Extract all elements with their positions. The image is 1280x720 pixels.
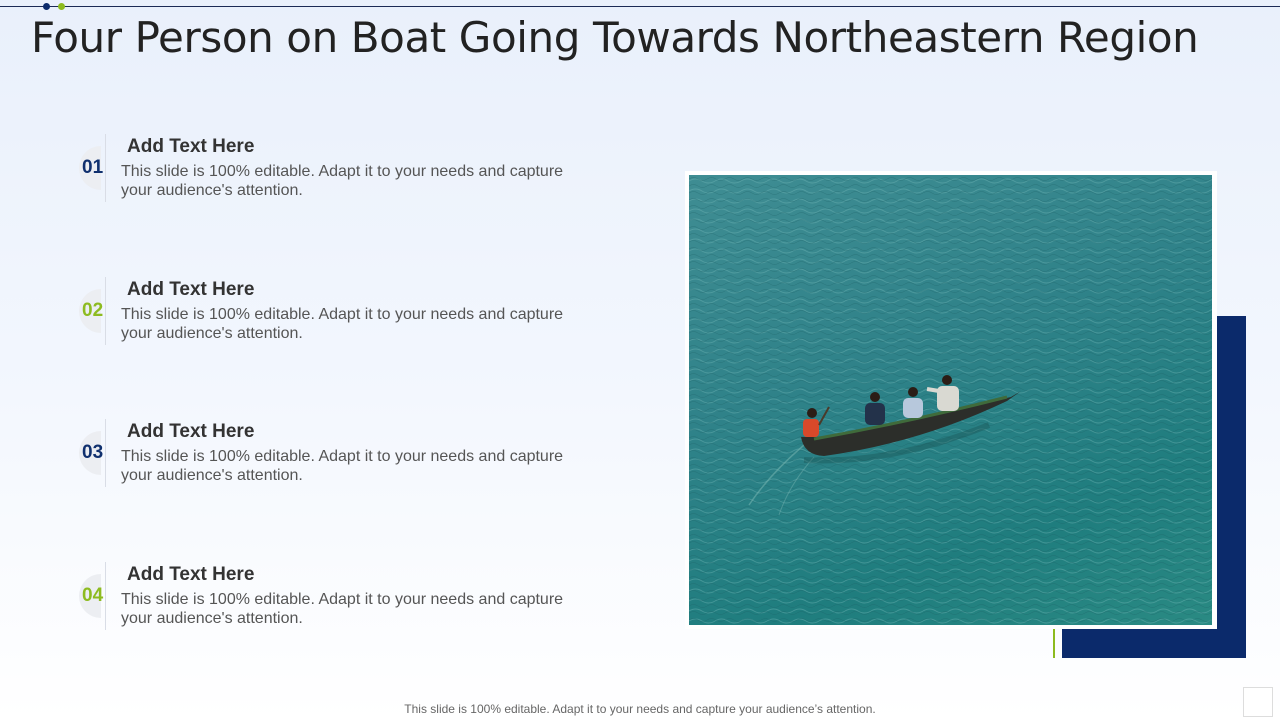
number-marker [77, 419, 106, 487]
item-body-text: This slide is 100% editable. Adapt it to your needs and capture your audience's attention. [121, 306, 564, 342]
item-number: 01 [82, 157, 104, 178]
list-item-4 [77, 562, 597, 632]
item-body-text: This slide is 100% editable. Adapt it to your needs and capture your audience's attention. [121, 591, 564, 627]
footer-text: This slide is 100% editable. Adapt it to your needs and capture your audience’s attention. [404, 702, 876, 716]
number-marker [77, 134, 106, 202]
item-number: 04 [82, 585, 104, 606]
item-heading: Add Text Here [127, 564, 255, 585]
slide-title: Four Person on Boat Going Towards Northeastern Region [31, 13, 1199, 62]
corner-box [1243, 687, 1273, 717]
item-heading: Add Text Here [127, 136, 255, 157]
item-body-text: This slide is 100% editable. Adapt it to your needs and capture your audience's attention. [121, 163, 564, 199]
list-item-1 [77, 134, 597, 204]
item-number: 03 [82, 442, 104, 463]
top-divider-line [0, 6, 1280, 7]
item-number: 02 [82, 300, 104, 321]
number-marker [77, 562, 106, 630]
boat-on-lake-photo [689, 175, 1212, 625]
number-marker [77, 277, 106, 345]
item-body-text: This slide is 100% editable. Adapt it to your needs and capture your audience's attention. [121, 448, 564, 484]
green-accent-line [1053, 628, 1055, 658]
item-heading: Add Text Here [127, 421, 255, 442]
list-item-3 [77, 419, 597, 489]
list-item-2 [77, 277, 597, 347]
item-heading: Add Text Here [127, 279, 255, 300]
